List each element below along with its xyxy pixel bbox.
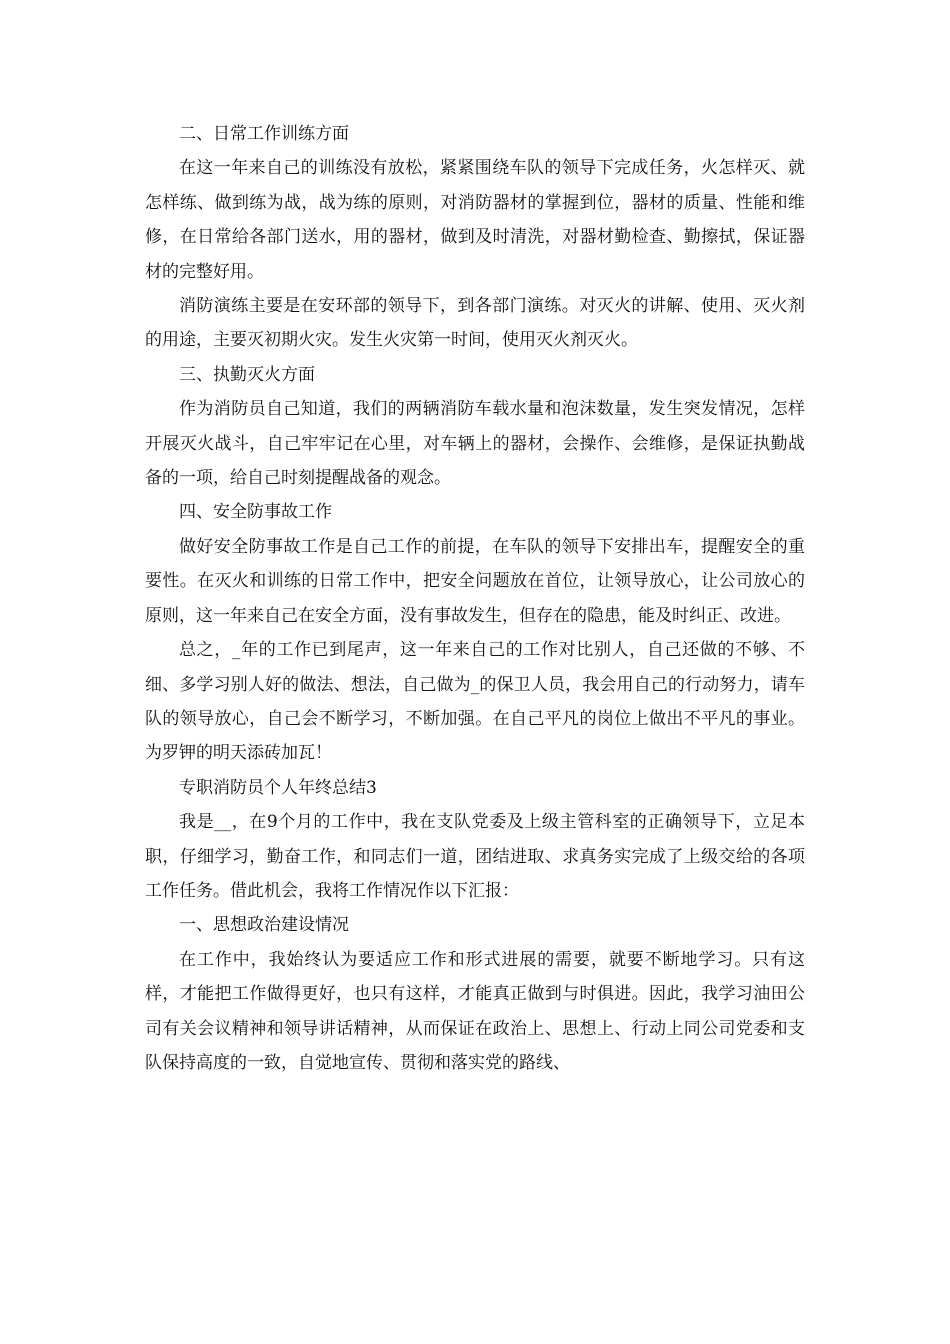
section-heading-firefighting-duty: 三、执勤灭火方面	[179, 364, 315, 385]
section-heading-safety: 四、安全防事故工作	[179, 502, 332, 523]
paragraph-conclusion: 总之，_年的工作已到尾声，这一年来自己的工作对比别人，自己还做的不够、不细、多学习别人好的做法、想法，自己做为_的保卫人员，我会用自己的行动努力，请车队的领导放心，自己会不断学习，不断加强。在自己平凡的岗位上做出不平凡的事业。为罗钾的明天添砖加瓦！	[145, 640, 805, 764]
paragraph-safety: 做好安全防事故工作是自己工作的前提，在车队的领导下安排出车，提醒安全的重要性。在灭火和训练的日常工作中，把安全问题放在首位，让领导放心，让公司放心的原则，这一年来自己在安全方面，没有事故发生，但存在的隐患，能及时纠正、改进。	[145, 536, 805, 626]
paragraph-duty: 作为消防员自己知道，我们的两辆消防车载水量和泡沫数量，发生突发情况，怎样开展灭火战斗，自己牢牢记在心里，对车辆上的器材，会操作、会维修，是保证执勤战备的一项，给自己时刻提醒战备的观念。	[145, 399, 805, 489]
section-heading-daily-training: 二、日常工作训练方面	[179, 124, 349, 144]
document-subtitle-summary-3: 专职消防员个人年终总结3	[179, 777, 377, 798]
document-page	[145, 117, 805, 1080]
section-heading-political: 一、思想政治建设情况	[179, 915, 349, 936]
paragraph-drill: 消防演练主要是在安环部的领导下，到各部门演练。对灭火的讲解、使用、灭火剂的用途，主要灭初期火灾。发生火灾第一时间，使用灭火剂灭火。	[145, 296, 805, 351]
paragraph-political: 在工作中，我始终认为要适应工作和形式进展的需要，就要不断地学习。只有这样，才能把工作做得更好，也只有这样，才能真正做到与时俱进。因此，我学习油田公司有关会议精神和领导讲话精神，从而保证在政治上、思想上、行动上同公司党委和支队保持高度的一致，自觉地宣传、贯彻和落实党的路线、	[145, 949, 805, 1073]
paragraph-training: 在这一年来自己的训练没有放松，紧紧围绕车队的领导下完成任务，火怎样灭、就怎样练、做到练为战，战为练的原则，对消防器材的掌握到位，器材的质量、性能和维修，在日常给各部门送水，用的器材，做到及时清洗，对器材勤检查、勤擦拭，保证器材的完整好用。	[145, 158, 805, 282]
paragraph-introduction: 我是__，在9个月的工作中，我在支队党委及上级主管科室的正确领导下，立足本职，仔细学习，勤奋工作，和同志们一道，团结进取、求真务实完成了上级交给的各项工作任务。借此机会，我将工作情况作以下汇报：	[145, 812, 805, 901]
